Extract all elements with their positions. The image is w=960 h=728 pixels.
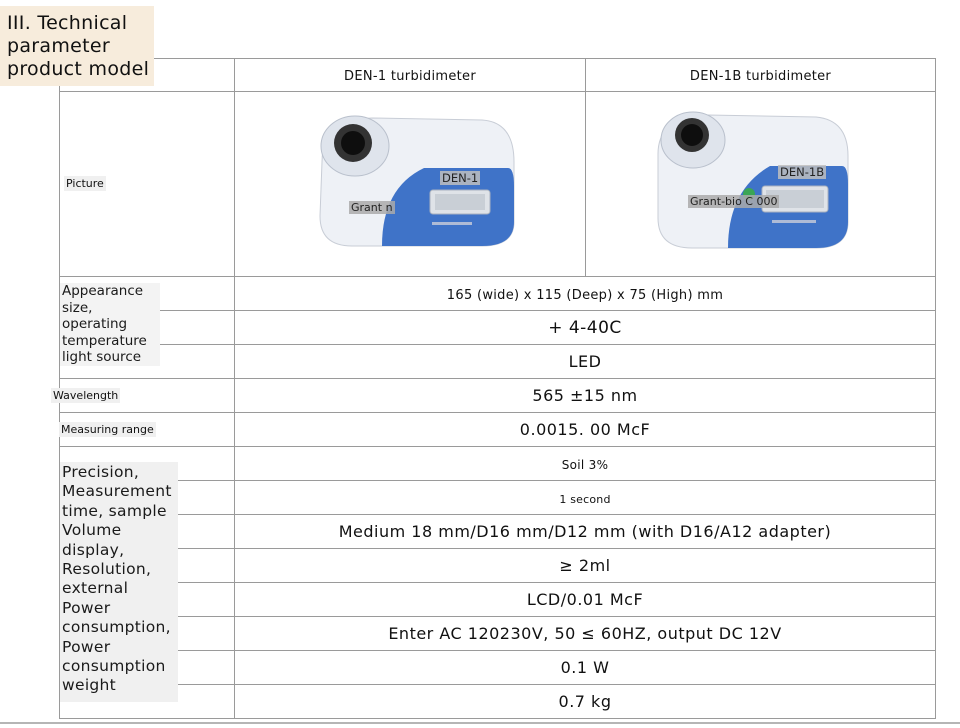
value-cell: LED — [235, 345, 936, 379]
value-cell: Soil 3% — [235, 447, 936, 481]
table-row — [60, 379, 936, 413]
value-cell: 0.7 kg — [235, 685, 936, 719]
den-1b-device-image — [652, 110, 852, 252]
den-1-brand-text: Grant n — [351, 201, 393, 214]
value-cell: 565 ±15 nm — [235, 379, 936, 413]
den-1-model-text: DEN-1 — [442, 171, 479, 185]
table-row — [60, 447, 936, 481]
column-header: DEN-1B turbidimeter — [586, 59, 936, 92]
picture-label: Picture — [66, 177, 104, 190]
table-row — [60, 651, 936, 685]
den-1-device-image — [312, 112, 518, 250]
section-title: III. Technical parameter product model — [7, 12, 150, 80]
value-cell: 165 (wide) x 115 (Deep) x 75 (High) mm — [235, 277, 936, 311]
den-1b-brand-text: Grant-bio C 000 — [690, 195, 778, 208]
bottom-divider — [0, 722, 960, 724]
table-row — [60, 549, 936, 583]
value-cell: + 4-40C — [235, 311, 936, 345]
table-row — [60, 345, 936, 379]
value-cell: 0.0015. 00 McF — [235, 413, 936, 447]
table-row — [60, 685, 936, 719]
parameter-label-stack: Precision, Measurement time, sample Volume display, Resolution, external Power consumption, Power consumption weight — [60, 462, 178, 702]
measuring-range-label: Measuring range — [61, 423, 154, 436]
value-cell: Medium 18 mm/D16 mm/D12 mm (with D16/A12 adapter) — [235, 515, 936, 549]
column-header: DEN-1 turbidimeter — [235, 59, 586, 92]
table-header-row — [60, 59, 936, 92]
table-row — [60, 277, 936, 311]
table-row — [60, 481, 936, 515]
table-row — [60, 413, 936, 447]
appearance-label: Appearance size, operating temperature light source — [60, 283, 160, 366]
wavelength-label: Wavelength — [53, 389, 119, 402]
table-row — [60, 583, 936, 617]
table-row — [60, 515, 936, 549]
value-cell: 1 second — [235, 481, 936, 515]
value-cell: Enter AC 120230V, 50 ≤ 60HZ, output DC 12V — [235, 617, 936, 651]
table-row — [60, 311, 936, 345]
value-cell: ≥ 2ml — [235, 549, 936, 583]
value-cell: 0.1 W — [235, 651, 936, 685]
table-row — [60, 617, 936, 651]
value-cell: LCD/0.01 McF — [235, 583, 936, 617]
den-1b-model-text: DEN-1B — [780, 165, 825, 179]
